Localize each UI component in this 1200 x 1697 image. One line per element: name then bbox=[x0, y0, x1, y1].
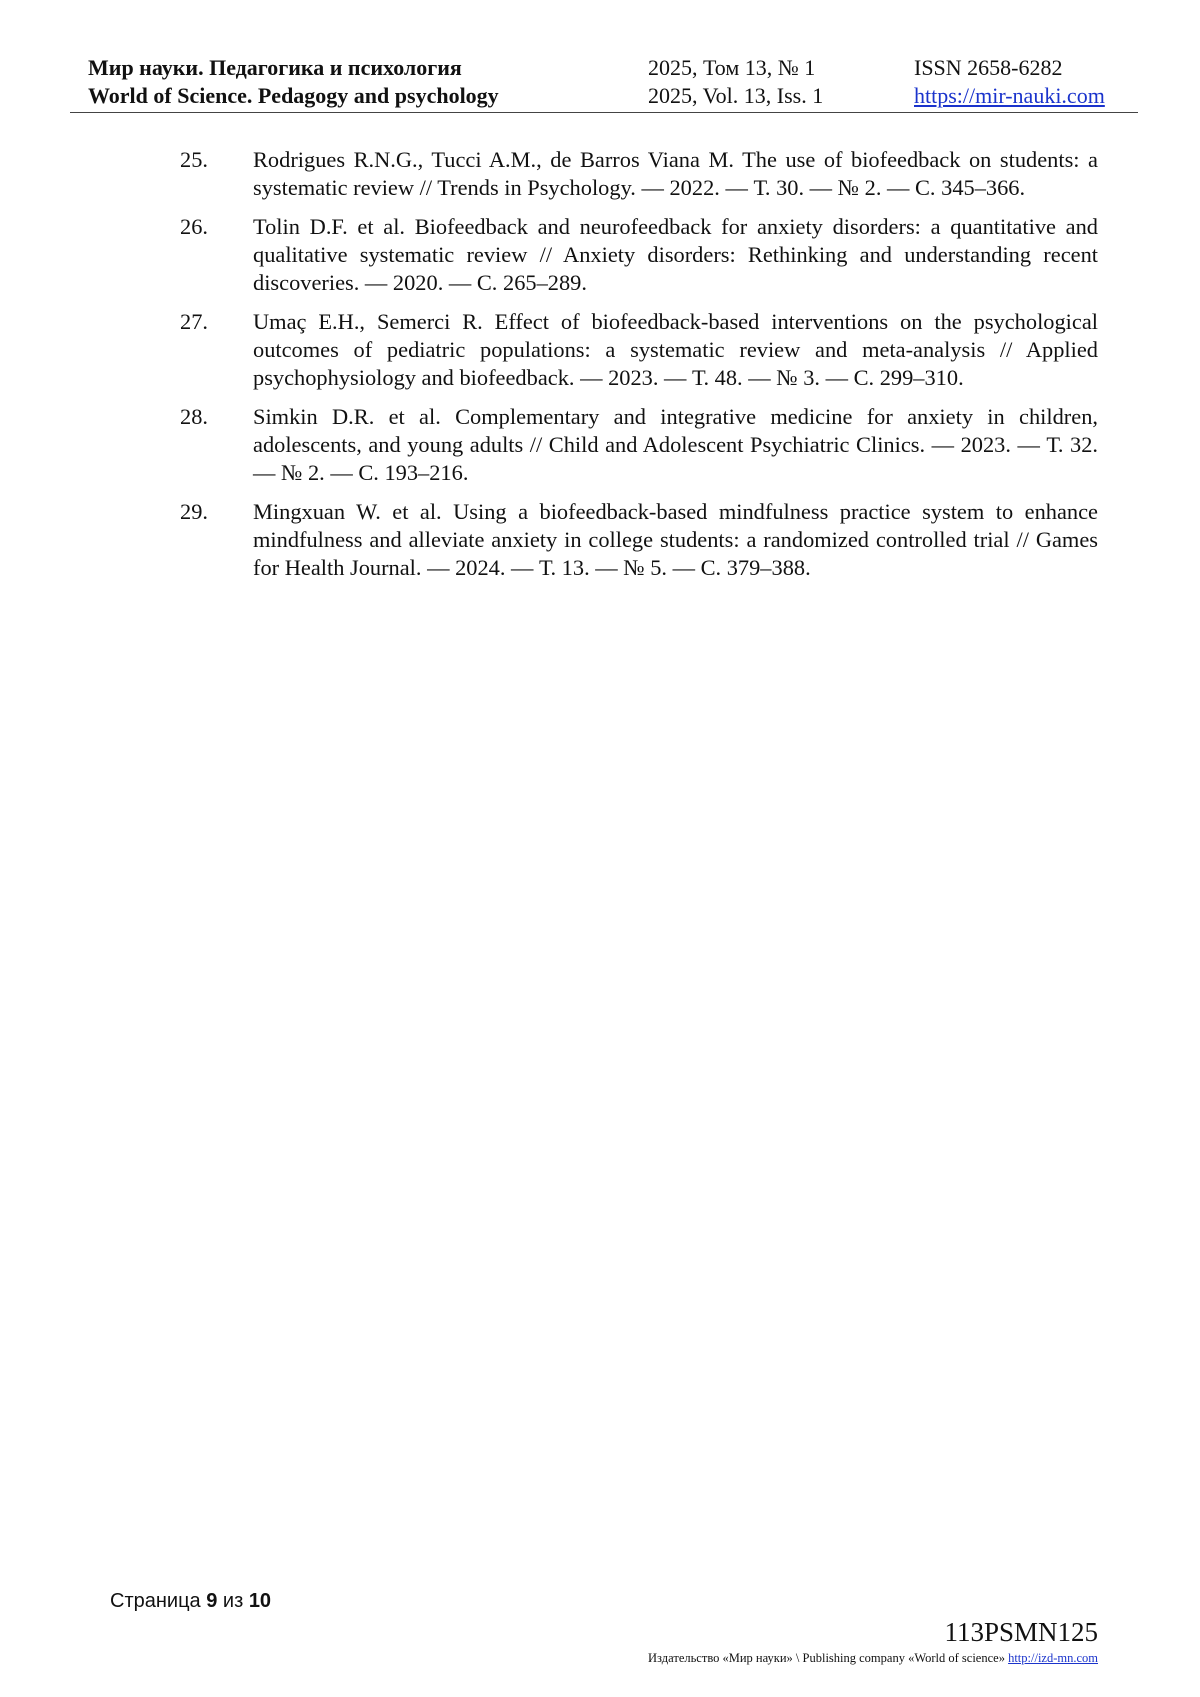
publisher-line bbox=[648, 1650, 1098, 1666]
page-current: 9 bbox=[206, 1590, 218, 1612]
issn: ISSN 2658-6282 bbox=[914, 55, 1063, 80]
page-total: 10 bbox=[248, 1590, 272, 1612]
publisher-url-link[interactable]: http://izd-mn.com bbox=[1008, 1651, 1098, 1665]
journal-title-en: World of Science. Pedagogy and psychology bbox=[88, 83, 499, 108]
reference-item bbox=[180, 498, 1098, 582]
issue-info-ru: 2025, Том 13, № 1 bbox=[648, 55, 816, 80]
reference-text: Mingxuan W. et al. Using a biofeedback-based mindfulness practice system to enhance mindfulness and alleviate anxiety in college students: a randomized controlled trial // Games for Health Journal. — 2024. — Т. 13. — № 5. — С. 379–388. bbox=[253, 499, 1098, 580]
publisher-text: Издательство «Мир науки» \ Publishing company «World of science» bbox=[648, 1651, 1005, 1665]
reference-text: Rodrigues R.N.G., Tucci A.M., de Barros Viana M. The use of biofeedback on students: a systematic review // Trends in Psychology. — 2022. — Т. 30. — № 2. — С. 345–366. bbox=[253, 147, 1098, 200]
reference-list bbox=[180, 146, 1098, 593]
reference-item bbox=[180, 213, 1098, 297]
article-code: 113PSMN125 bbox=[944, 1617, 1098, 1647]
reference-number: 25. bbox=[180, 147, 208, 172]
header-divider bbox=[70, 112, 1138, 113]
page-of-label: из bbox=[222, 1590, 244, 1612]
reference-item bbox=[180, 308, 1098, 392]
reference-text: Simkin D.R. et al. Complementary and integrative medicine for anxiety in children, adolescents, and young adults // Child and Adolescent Psychiatric Clinics. — 2023. — Т. 32. — № 2. — С. 193–216. bbox=[253, 404, 1098, 485]
page-counter bbox=[110, 1588, 271, 1614]
header-row-english bbox=[88, 82, 1120, 110]
reference-item bbox=[180, 403, 1098, 487]
reference-number: 27. bbox=[180, 309, 208, 334]
reference-number: 28. bbox=[180, 404, 208, 429]
reference-text: Umaç E.H., Semerci R. Effect of biofeedback-based interventions on the psychological outcomes of pediatric populations: a systematic review and meta-analysis // Applied psychophysiology and biofeedback. — 2023. — Т. 48. — № 3. — С. 299–310. bbox=[253, 309, 1098, 390]
page-label: Страница bbox=[110, 1590, 201, 1612]
running-header bbox=[88, 54, 1120, 112]
reference-text: Tolin D.F. et al. Biofeedback and neurofeedback for anxiety disorders: a quantitative and qualitative systematic review // Anxiety disorders: Rethinking and understanding recent discoveries. — 2020. — С. 265–289. bbox=[253, 214, 1098, 295]
journal-title-ru: Мир науки. Педагогика и психология bbox=[88, 55, 462, 80]
reference-number: 29. bbox=[180, 499, 208, 524]
reference-number: 26. bbox=[180, 214, 208, 239]
journal-url-link[interactable]: https://mir-nauki.com bbox=[914, 83, 1105, 108]
header-row-russian bbox=[88, 54, 1120, 82]
reference-item bbox=[180, 146, 1098, 202]
issue-info-en: 2025, Vol. 13, Iss. 1 bbox=[648, 83, 824, 108]
